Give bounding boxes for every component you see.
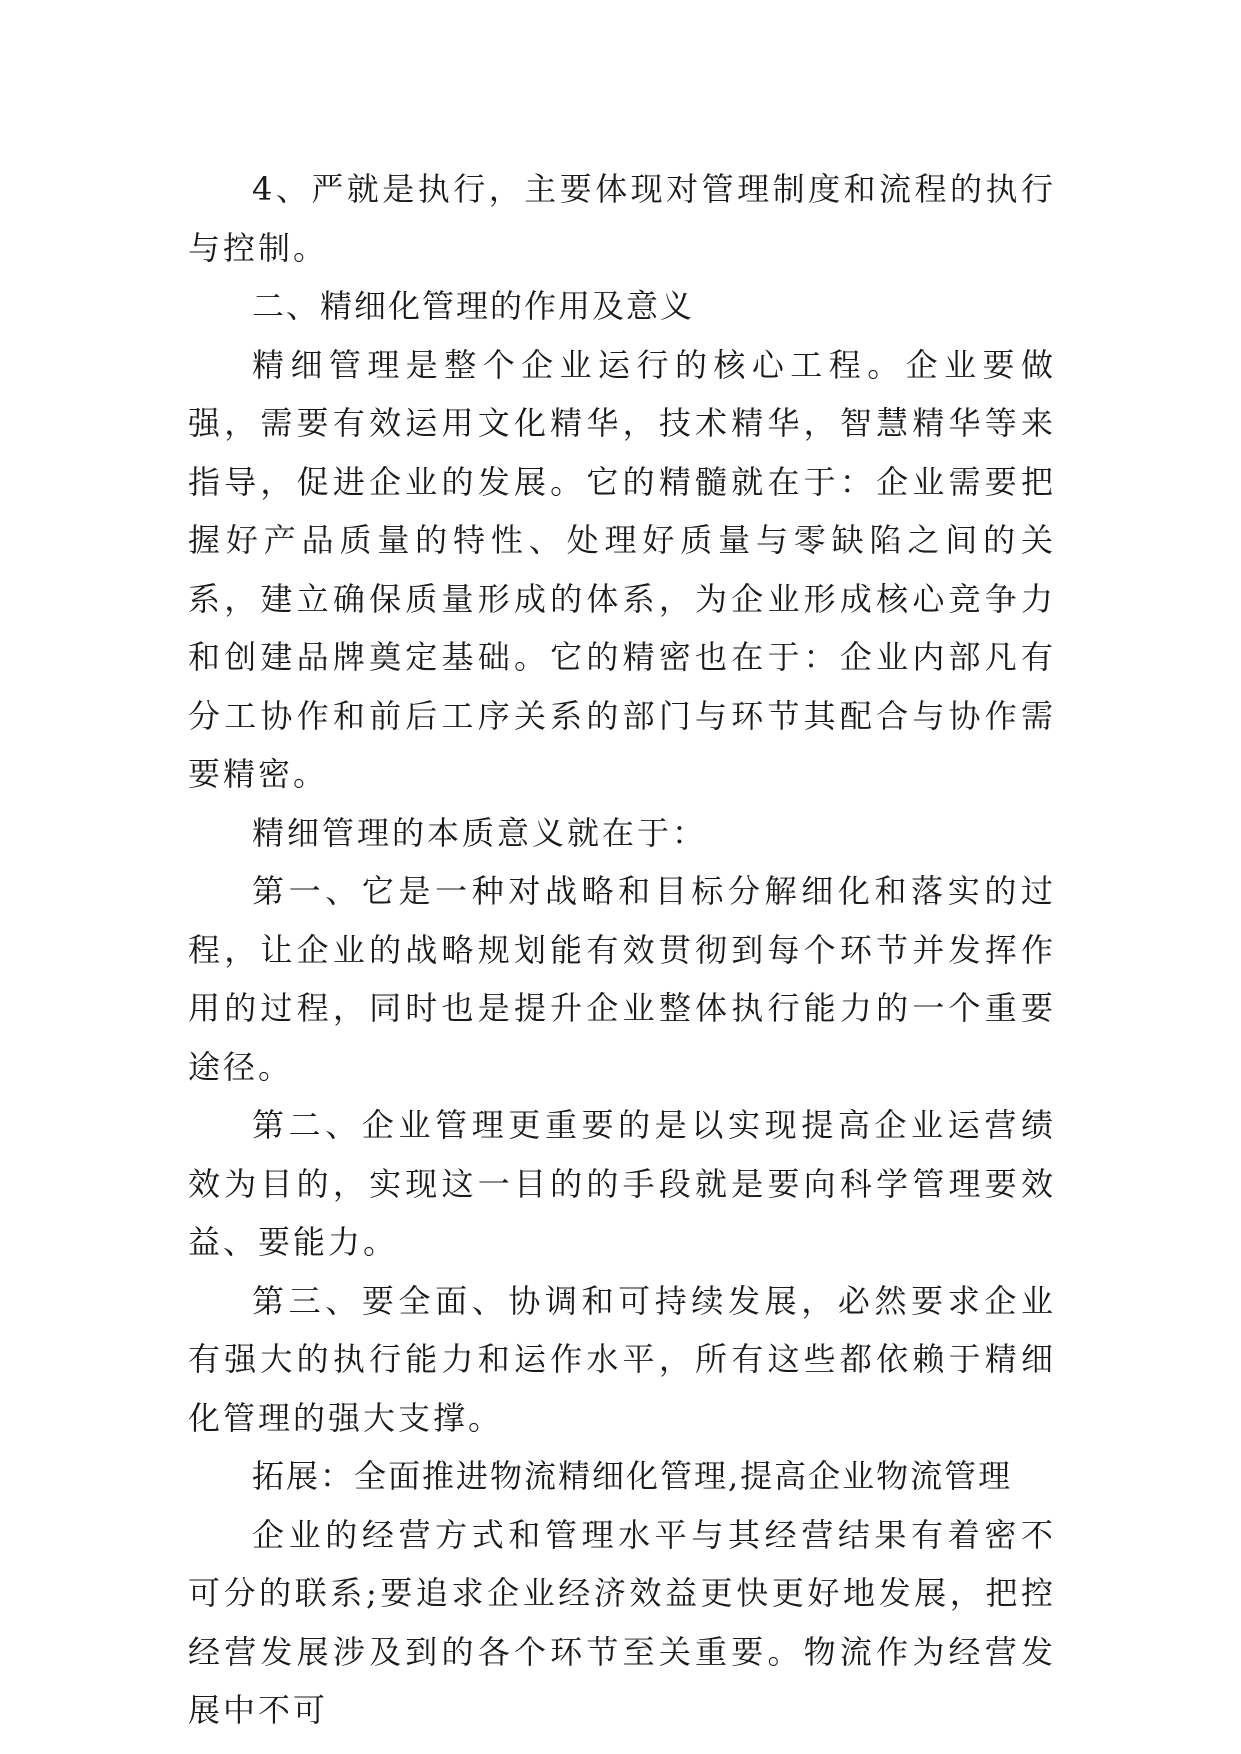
extension-heading-logistics: 拓展：全面推进物流精细化管理,提高企业物流管理 (252, 1457, 1013, 1495)
section-heading-role-and-significance: 二、精细化管理的作用及意义 (252, 287, 695, 325)
paragraph-logistics-intro: 企业的经营方式和管理水平与其经营结果有着密不可分的联系;要追求企业经济效益更快更好地发展，把控经营发展涉及到的各个环节至关重要。物流作为经营发展中不可 (188, 1515, 1056, 1729)
paragraph-essential-meaning-intro: 精细管理的本质意义就在于： (252, 813, 708, 852)
paragraph-point-two: 第二、企业管理更重要的是以实现提高企业运营绩效为目的，实现这一目的的手段就是要向科学管理要效益、要能力。 (188, 1106, 1056, 1261)
paragraph-execution-control: 4、严就是执行，主要体现对管理制度和流程的执行与控制。 (188, 170, 1056, 267)
paragraph-point-one: 第一、它是一种对战略和目标分解细化和落实的过程，让企业的战略规划能有效贯彻到每个环节并发挥作用的过程，同时也是提升企业整体执行能力的一个重要途径。 (188, 872, 1056, 1086)
paragraph-point-three: 第三、要全面、协调和可持续发展，必然要求企业有强大的执行能力和运作水平，所有这些都依赖于精细化管理的强大支撑。 (188, 1281, 1056, 1437)
paragraph-core-engineering: 精细管理是整个企业运行的核心工程。企业要做强，需要有效运用文化精华，技术精华，智慧精华等来指导，促进企业的发展。它的精髓就在于：企业需要把握好产品质量的特性、处理好质量与零缺陷之间的关系，建立确保质量形成的体系，为企业形成核心竞争力和创建品牌奠定基础。它的精密也在于：企业内部凡有分工协作和前后工序关系的部门与环节其配合与协作需要精密。 (188, 345, 1056, 793)
document-body (188, 160, 1056, 1740)
